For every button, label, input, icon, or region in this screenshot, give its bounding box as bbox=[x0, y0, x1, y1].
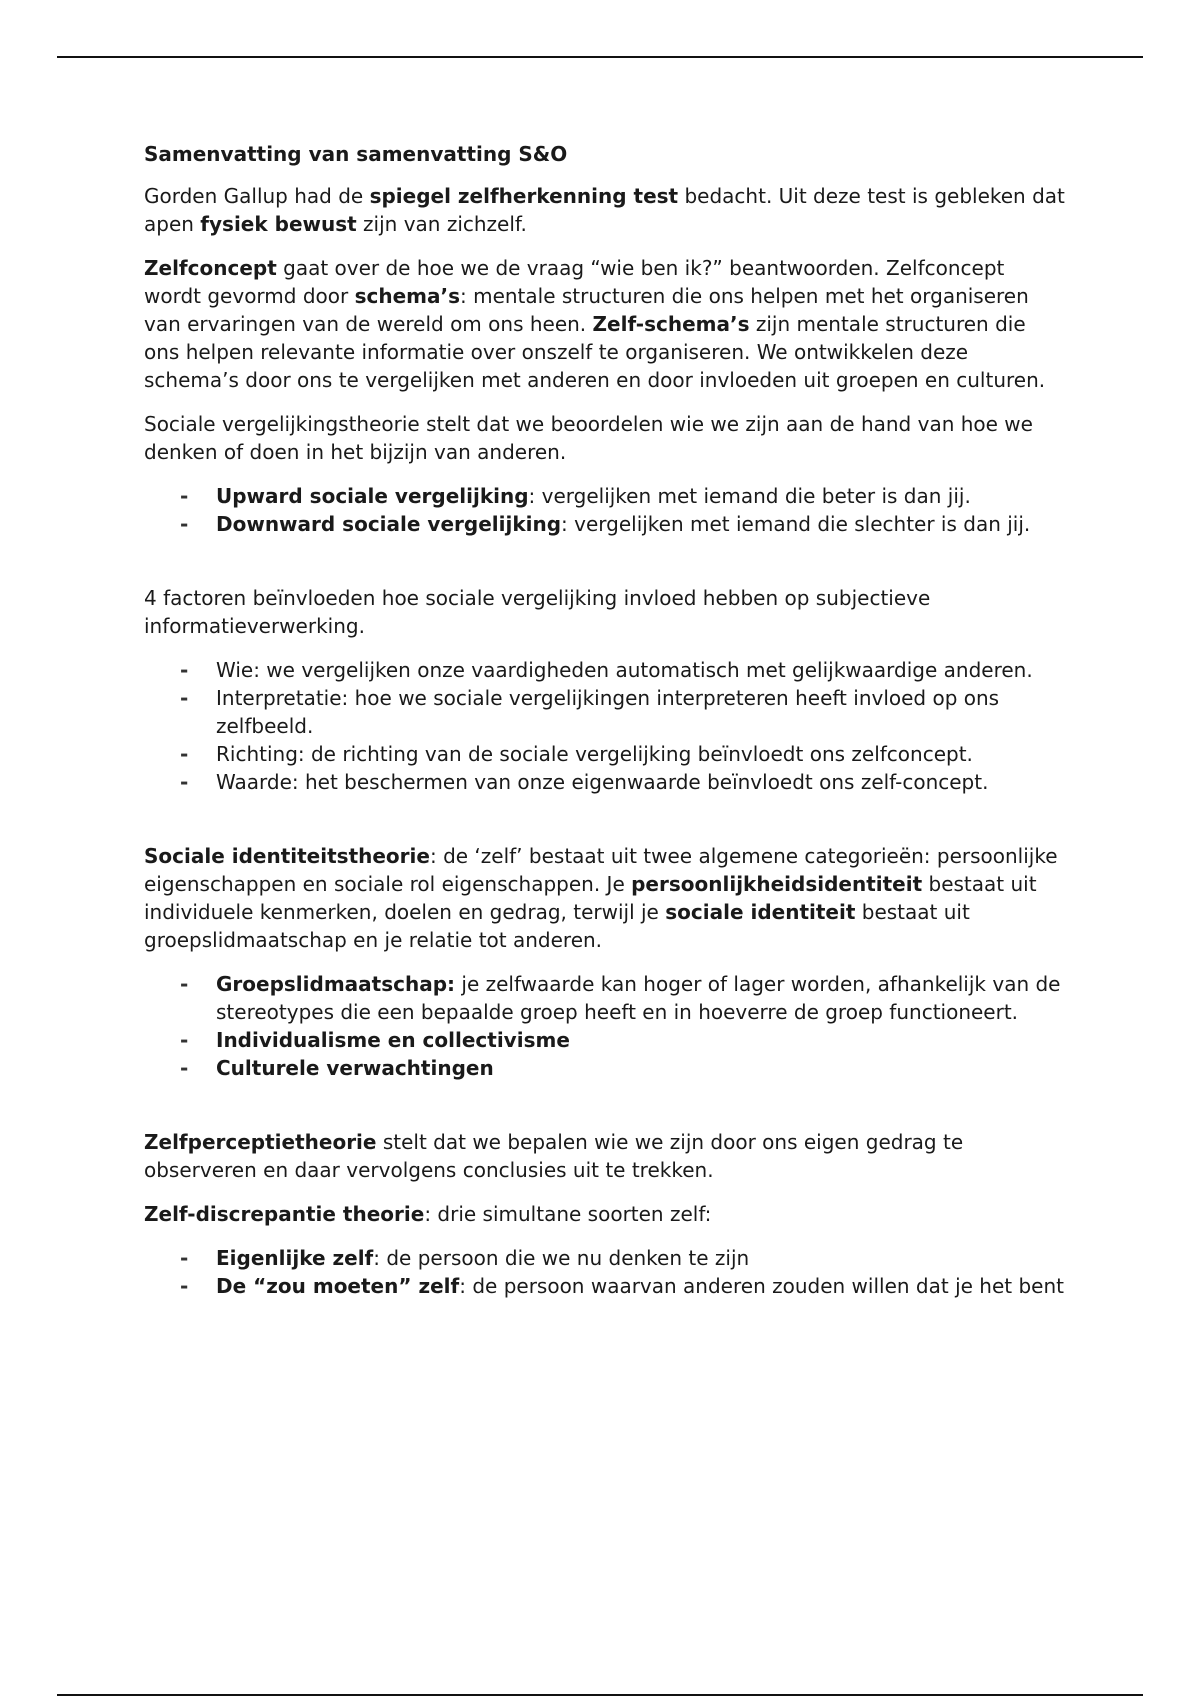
list-vergelijking bbox=[144, 482, 1066, 538]
footer-rule bbox=[57, 1694, 1143, 1696]
paragraph-zelfdiscrepantie: Zelf-discrepantie theorie: drie simultane soorten zelf: bbox=[144, 1202, 712, 1226]
list-identiteit bbox=[144, 970, 1066, 1082]
header-rule bbox=[57, 56, 1143, 58]
list-item: - Culturele verwachtingen bbox=[144, 1054, 1066, 1082]
list-item: - Individualisme en collectivisme bbox=[144, 1026, 1066, 1054]
list-item: - Richting: de richting van de sociale vergelijking beïnvloedt ons zelfconcept. bbox=[144, 740, 1066, 768]
spacer bbox=[144, 554, 1066, 584]
list-item: - Downward sociale vergelijking: vergelijken met iemand die slechter is dan jij. bbox=[144, 510, 1066, 538]
document-body bbox=[144, 140, 1066, 1316]
paragraph-identiteitstheorie: Sociale identiteitstheorie: de ‘zelf’ bestaat uit twee algemene categorieën: persoonlijke eigenschappen en sociale rol eigenschappen. Je persoonlijkheidsidentiteit bestaat uit individuele kenmerken, doelen en gedrag, terwijl je sociale identiteit bestaat uit groepslidmaatschap en je relatie tot anderen. bbox=[144, 844, 1058, 952]
list-item: - De “zou moeten” zelf: de persoon waarvan anderen zouden willen dat je het bent bbox=[144, 1272, 1066, 1300]
spacer bbox=[144, 1098, 1066, 1128]
list-item: - Wie: we vergelijken onze vaardigheden automatisch met gelijkwaardige anderen. bbox=[144, 656, 1066, 684]
list-item: - Waarde: het beschermen van onze eigenwaarde beïnvloedt ons zelf-concept. bbox=[144, 768, 1066, 796]
list-item: - Upward sociale vergelijking: vergelijken met iemand die beter is dan jij. bbox=[144, 482, 1066, 510]
list-item: - Interpretatie: hoe we sociale vergelijkingen interpreteren heeft invloed op ons zelfbeeld. bbox=[144, 684, 1066, 740]
paragraph-factoren: 4 factoren beïnvloeden hoe sociale vergelijking invloed hebben op subjectieve informatieverwerking. bbox=[144, 586, 931, 638]
list-factoren bbox=[144, 656, 1066, 796]
document-title: Samenvatting van samenvatting S&O bbox=[144, 142, 568, 166]
paragraph-gallup: Gorden Gallup had de spiegel zelfherkenning test bedacht. Uit deze test is gebleken dat apen fysiek bewust zijn van zichzelf. bbox=[144, 184, 1065, 236]
list-item: - Eigenlijke zelf: de persoon die we nu denken te zijn bbox=[144, 1244, 1066, 1272]
paragraph-zelfperceptie: Zelfperceptietheorie stelt dat we bepalen wie we zijn door ons eigen gedrag te observeren en daar vervolgens conclusies uit te trekken. bbox=[144, 1130, 964, 1182]
list-zelf-soorten bbox=[144, 1244, 1066, 1300]
paragraph-vergelijkingstheorie: Sociale vergelijkingstheorie stelt dat we beoordelen wie we zijn aan de hand van hoe we denken of doen in het bijzijn van anderen. bbox=[144, 412, 1033, 464]
spacer bbox=[144, 812, 1066, 842]
paragraph-zelfconcept: Zelfconcept gaat over de hoe we de vraag “wie ben ik?” beantwoorden. Zelfconcept wordt gevormd door schema’s: mentale structuren die ons helpen met het organiseren van ervaringen van de wereld om ons heen. Zelf-schema’s zijn mentale structuren die ons helpen relevante informatie over onszelf te organiseren. We ontwikkelen deze schema’s door ons te vergelijken met anderen en door invloeden uit groepen en culturen. bbox=[144, 256, 1046, 392]
list-item: - Groepslidmaatschap: je zelfwaarde kan hoger of lager worden, afhankelijk van de stereotypes die een bepaalde groep heeft en in hoeverre de groep functioneert. bbox=[144, 970, 1066, 1026]
